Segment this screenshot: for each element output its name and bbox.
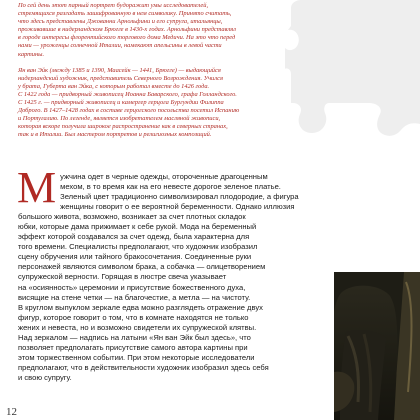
puzzle-piece-shape (285, 0, 420, 136)
article-line: Зеленый цвет традиционно символизировал плодородие, а фигура (60, 192, 299, 202)
article-line: фигур, которое говорит о том, что в комнате находятся не только (18, 312, 249, 322)
biography-line: и Португалию. По легенде, является изобретателем масляной живописи, (18, 115, 221, 123)
article-line: эффект которой создавался за счет одежд, была характерна для (18, 232, 250, 242)
article-line: мехом, в то время как на его невесте дорогое зеленое платье. (60, 182, 281, 192)
article-line: этом торжественном событии. При этом некоторые исследователи (18, 352, 255, 362)
puzzle-piece-graphic (285, 0, 420, 142)
article-line: на «осиянность» церемонии и присутствие божественного духа, (18, 282, 246, 292)
article-line: женщины говорит о ее вероятной беременности. Однако иллюзия (60, 202, 295, 212)
painting-detail-image (334, 272, 420, 420)
article-line: и свою супругу. (18, 372, 72, 382)
article-line: позволяет предполагать присутствие самого автора картины при (18, 342, 248, 352)
article-line: того времени. Специалисты предполагают, что художник изобразил (18, 242, 258, 252)
article-line: супружеской верности. Горящая в люстре свеча указывает (18, 272, 227, 282)
article-line: персонажей являются символом брака, а собачка — олицетворением (18, 262, 266, 272)
intro-line: По сей день этот парный портрет будоражит умы исследователей, (18, 2, 209, 9)
article-line: предполагают, что в действительности художник изобразил здесь себя (18, 362, 269, 372)
painting-detail-graphic (334, 272, 420, 420)
intro-line: стремящихся разгадать зашифрованную в нем символику. Принято считать, (18, 10, 232, 18)
article-line: Над зеркалом — надпись на латыни «Ян ван Эйк был здесь», что (18, 332, 251, 342)
page-number: 12 (6, 406, 17, 418)
biography-line: С 1425 г. — придворный живописец и камергер герцога Бургундии Филиппа (18, 99, 224, 107)
intro-line: проживавшие в нидерландском Брюгге в 1430-х годах. Арнольфини представлял (18, 26, 236, 34)
biography-line: Доброго. В 1427–1428 годах в составе герцогского посольства посетил Испанию (18, 107, 240, 115)
article-line: висящие на стене четки — на благочестие, а метла — на чистоту. (18, 292, 251, 302)
intro-line: нами — уроженцы солнечной Италии, намекают апельсины в левой части (18, 42, 222, 50)
article-line: сцену обручения или тайного бракосочетания. Соединенные руки (18, 252, 252, 262)
intro-line: в городе интересы флорентийского торгового дома Медичи. На это что перед (18, 34, 236, 42)
biography-line: нидерландский художник, представитель Северного Возрождения. Учился (18, 74, 223, 82)
biography-line: С 1422 года — придворный живописец Иоанна Баварского, графа Голландского. (18, 90, 237, 98)
biography-line: Ян ван Эйк (между 1385 и 1390, Маасейк — 1441, Брюгге) — выдающийся (18, 66, 221, 74)
article-line: В круглом выпуклом зеркале едва можно разглядеть отражение двух (18, 302, 263, 312)
article-line: большого живота, возможно, возникает за счет плотных складок (18, 212, 246, 222)
biography-line: у брата, Губерта ван Эйка, с которым работал вместе до 1426 года. (18, 82, 210, 90)
intro-paragraph (18, 2, 280, 59)
drop-cap-letter: М (17, 163, 57, 212)
intro-text-block (18, 2, 280, 148)
biography-line: так и в Италии. Был мастером портретов и религиозных композиций. (18, 131, 212, 139)
article-line: юбки, которые дама прижимает к себе рукой. Мода на беременный (18, 222, 257, 232)
intro-line: картины. (18, 50, 45, 58)
article-line: ужчина одет в черные одежды, отороченные драгоценным (60, 172, 268, 181)
biography-paragraph (18, 67, 280, 140)
intro-line: что здесь представлены Джованни Арнольфини и его супруга, итальянцы, (18, 18, 223, 26)
main-article-text (17, 163, 328, 383)
biography-line: которая вскоре получила широкое распространение как в северных странах, (18, 123, 228, 131)
article-line: жених и невеста, но и возможно свидетели их супружеской клятвы. (18, 322, 257, 332)
